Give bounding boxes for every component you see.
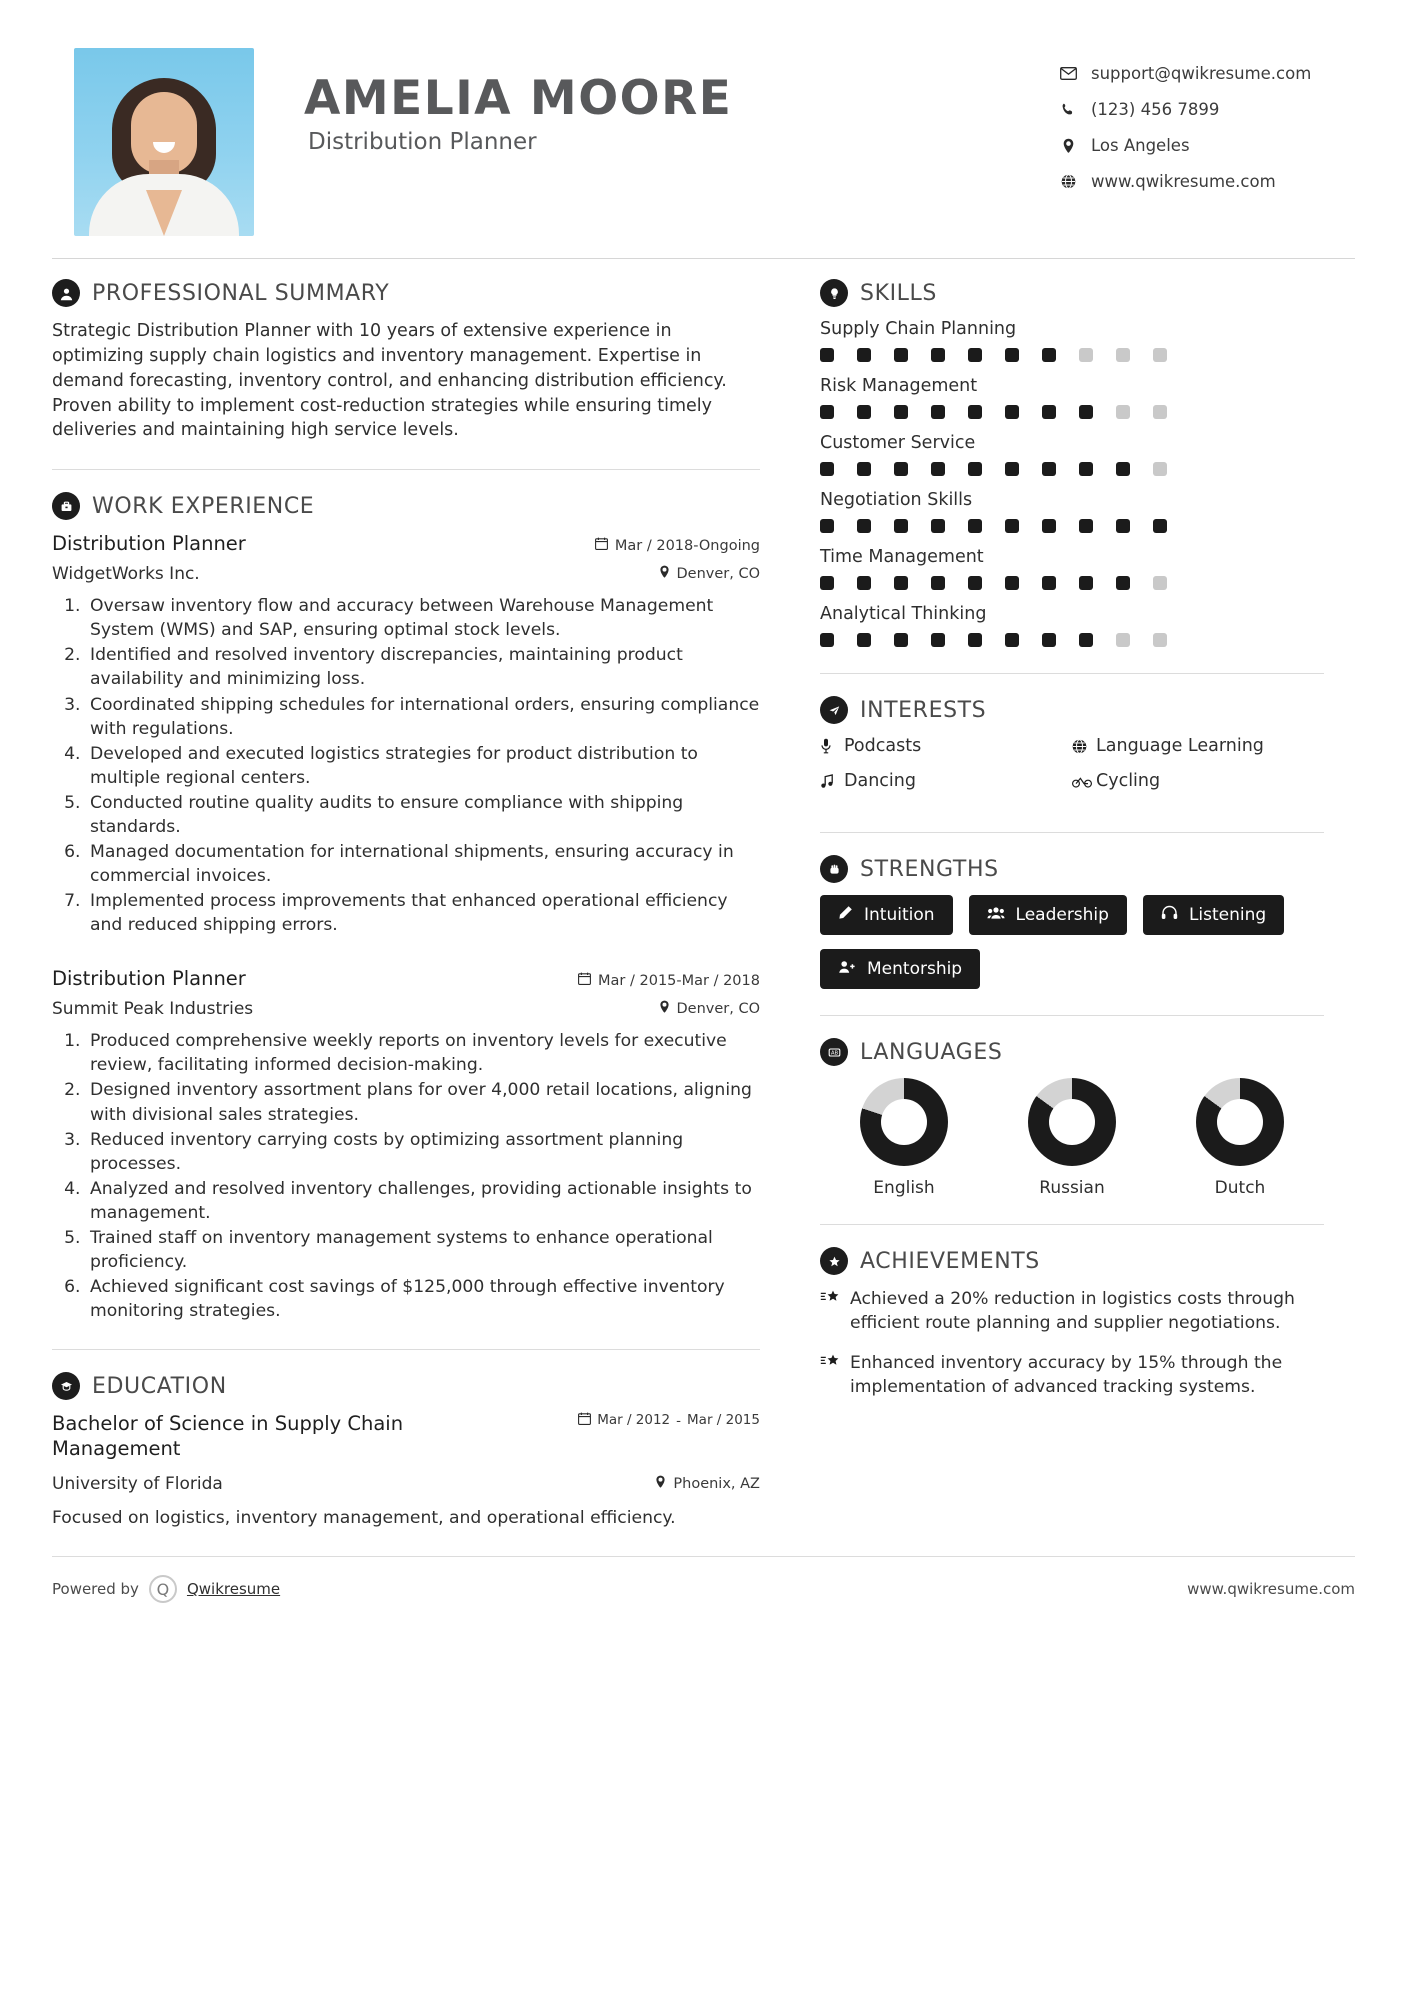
skill-name: Customer Service: [820, 433, 976, 453]
skill-dot: [1079, 576, 1093, 590]
skill-name: Supply Chain Planning: [820, 319, 1017, 339]
date-separator: -: [676, 1412, 682, 1429]
education-degree: Bachelor of Science in Supply Chain Management: [52, 1412, 404, 1461]
section-interests-header: [820, 696, 1324, 724]
svg-text:AB: AB: [830, 1050, 838, 1057]
divider: [820, 1015, 1324, 1016]
achievement-text: Enhanced inventory accuracy by 15% through the implementation of advanced tracking systems.: [850, 1353, 1283, 1398]
skill-dot: [1079, 348, 1093, 362]
skill-dot: [1005, 519, 1019, 533]
footer-website[interactable]: www.qwikresume.com: [1187, 1580, 1355, 1599]
powered-by-label: Powered by: [52, 1580, 139, 1599]
achievement-item: [820, 1287, 1324, 1335]
skill-dot: [820, 576, 834, 590]
lightbulb-icon: [820, 279, 848, 307]
section-professional-summary-header: [52, 279, 760, 307]
skill-dot: [1079, 405, 1093, 419]
skill-dot: [1153, 462, 1167, 476]
section-title: PROFESSIONAL SUMMARY: [92, 280, 390, 306]
briefcase-icon: [52, 492, 80, 520]
achievement-text: Achieved a 20% reduction in logistics costs through efficient route planning and supplier negotiations.: [850, 1289, 1295, 1334]
interest-label: Podcasts: [844, 736, 922, 756]
star-badge-icon: [820, 1351, 850, 1376]
name-block: [254, 48, 1055, 155]
language-donut: [860, 1078, 948, 1166]
interest-item: [1072, 771, 1324, 791]
skill-name: Time Management: [820, 547, 984, 567]
skill-name: Negotiation Skills: [820, 490, 973, 510]
skill-dot: [1042, 633, 1056, 647]
globe-icon: [1055, 174, 1081, 189]
contact-website-text: www.qwikresume.com: [1091, 172, 1276, 191]
list-item: 2. Designed inventory assortment plans for over 4,000 retail locations, aligning with divisional sales strategies.: [86, 1078, 760, 1126]
contact-location-text: Los Angeles: [1091, 136, 1190, 155]
section-education-header: [52, 1372, 760, 1400]
skill-dot: [968, 405, 982, 419]
strength-label: Listening: [1188, 905, 1267, 925]
interest-label: Dancing: [844, 771, 916, 791]
location-pin-icon: [1055, 138, 1081, 154]
location-pin-icon: [659, 1000, 670, 1018]
list-item: 2. Identified and resolved inventory discrepancies, maintaining product availability and minimizing loss.: [86, 643, 760, 691]
interest-item: [820, 736, 1072, 756]
divider: [820, 673, 1324, 674]
skill-dot: [1116, 462, 1130, 476]
job-bullets: [52, 594, 760, 937]
section-achievements-header: [820, 1247, 1324, 1275]
skill-dot: [931, 576, 945, 590]
education-location-text: Phoenix, AZ: [673, 1476, 760, 1493]
education-item: [52, 1412, 760, 1530]
achievements-list: [820, 1287, 1324, 1399]
language-donut: [1196, 1078, 1284, 1166]
job-role: Distribution Planner: [52, 967, 246, 991]
divider: [820, 1224, 1324, 1225]
divider: [52, 469, 760, 470]
skill-dot: [931, 519, 945, 533]
skill-dot: [1042, 576, 1056, 590]
skill-rating: [820, 462, 1324, 476]
job-dates-text: Mar / 2018-Ongoing: [614, 537, 760, 554]
skill-rating: [820, 633, 1324, 647]
list-item: 4. Developed and executed logistics strategies for product distribution to multiple regional centers.: [86, 742, 760, 790]
section-title: INTERESTS: [860, 697, 987, 723]
calendar-icon: [578, 1412, 591, 1429]
skill-dot: [1042, 348, 1056, 362]
skill-dot: [894, 405, 908, 419]
job-company: WidgetWorks Inc.: [52, 564, 200, 585]
skill-dot: [968, 519, 982, 533]
skill-dot: [1005, 576, 1019, 590]
music-note-icon: [820, 774, 844, 789]
education-school: University of Florida: [52, 1474, 223, 1495]
job-location-text: Denver, CO: [676, 1001, 760, 1018]
skill-dot: [968, 462, 982, 476]
calendar-icon: [578, 972, 591, 989]
skill-rating: [820, 576, 1324, 590]
list-item: 6. Managed documentation for international shipments, ensuring accuracy in commercial invoices.: [86, 840, 760, 888]
skill-item: [820, 376, 1324, 419]
footer-branding: [52, 1575, 280, 1603]
strength-chip: [1143, 895, 1284, 935]
headphones-icon: [1161, 905, 1178, 925]
interest-label: Cycling: [1096, 771, 1161, 791]
section-strengths-header: [820, 855, 1324, 883]
language-name: Russian: [1039, 1178, 1105, 1198]
left-column: [52, 279, 794, 1530]
skill-dot: [931, 462, 945, 476]
avatar: [74, 48, 254, 236]
skill-dot: [1005, 462, 1019, 476]
contact-phone[interactable]: [1055, 100, 1349, 119]
bicycle-icon: [1072, 775, 1096, 788]
skill-rating: [820, 519, 1324, 533]
skill-dot: [1153, 348, 1167, 362]
skill-dot: [1153, 576, 1167, 590]
skill-dot: [820, 405, 834, 419]
skill-dot: [1042, 519, 1056, 533]
calendar-icon: [595, 537, 608, 554]
section-title: WORK EXPERIENCE: [92, 493, 315, 519]
envelope-icon: [1055, 67, 1081, 80]
section-work-experience-header: [52, 492, 760, 520]
skill-dot: [894, 576, 908, 590]
strengths-list: [820, 895, 1324, 989]
skill-dot: [1153, 405, 1167, 419]
skill-dot: [931, 348, 945, 362]
skill-item: [820, 319, 1324, 362]
education-date-start: Mar / 2012: [597, 1411, 671, 1428]
contact-email[interactable]: [1055, 64, 1349, 83]
language-name: English: [873, 1178, 935, 1198]
skill-dot: [1005, 405, 1019, 419]
strength-label: Leadership: [1015, 905, 1109, 925]
pen-icon: [838, 905, 853, 925]
users-icon: [987, 905, 1005, 925]
skill-dot: [820, 462, 834, 476]
header-divider: [52, 258, 1355, 259]
skill-rating: [820, 348, 1324, 362]
strength-chip: [969, 895, 1127, 935]
skill-dot: [968, 576, 982, 590]
skill-dot: [1153, 519, 1167, 533]
qwikresume-logo-icon: Q: [149, 1575, 177, 1603]
skill-dot: [820, 633, 834, 647]
education-date-end: Mar / 2015: [687, 1411, 760, 1428]
list-item: 6. Achieved significant cost savings of $125,000 through effective inventory monitoring strategies.: [86, 1275, 760, 1323]
qwikresume-link[interactable]: Qwikresume: [186, 1580, 281, 1599]
skill-dot: [1116, 633, 1130, 647]
interest-item: [1072, 736, 1324, 756]
interests-list: [820, 736, 1324, 806]
experience-item: [52, 532, 760, 937]
job-bullets: [52, 1029, 760, 1323]
location-pin-icon: [659, 565, 670, 583]
skill-dot: [1079, 519, 1093, 533]
skill-dot: [1005, 633, 1019, 647]
skill-dot: [820, 519, 834, 533]
globe-icon: [1072, 739, 1096, 754]
job-dates: [578, 972, 760, 989]
star-badge-icon: [820, 1287, 850, 1312]
location-pin-icon: [655, 1475, 666, 1493]
job-location-text: Denver, CO: [676, 566, 760, 583]
fist-icon: [820, 855, 848, 883]
list-item: 3. Coordinated shipping schedules for international orders, ensuring compliance with regulations.: [86, 693, 760, 741]
skill-dot: [1116, 405, 1130, 419]
skill-dot: [857, 576, 871, 590]
skill-dot: [857, 348, 871, 362]
skill-rating: [820, 405, 1324, 419]
resume-header: [52, 40, 1355, 236]
user-circle-icon: [52, 279, 80, 307]
footer: [52, 1556, 1355, 1603]
skill-dot: [1153, 633, 1167, 647]
language-item: [989, 1078, 1155, 1198]
microphone-icon: [820, 738, 844, 754]
skill-dot: [857, 462, 871, 476]
skill-dot: [1116, 348, 1130, 362]
skill-dot: [968, 348, 982, 362]
language-badge-icon: [820, 1038, 848, 1066]
skill-item: [820, 490, 1324, 533]
graduation-cap-icon: [52, 1372, 80, 1400]
section-title: LANGUAGES: [860, 1039, 1003, 1065]
list-item: 7. Implemented process improvements that enhanced operational efficiency and reduced shipping errors.: [86, 889, 760, 937]
job-location: [659, 565, 761, 583]
contact-phone-text: (123) 456 7899: [1091, 100, 1220, 119]
divider: [52, 1349, 760, 1350]
job-location: [659, 1000, 761, 1018]
achievement-item: [820, 1351, 1324, 1399]
skill-dot: [1042, 405, 1056, 419]
skill-dot: [1005, 348, 1019, 362]
section-title: EDUCATION: [92, 1373, 227, 1399]
skill-dot: [820, 348, 834, 362]
section-languages-header: [820, 1038, 1324, 1066]
interest-item: [820, 771, 1072, 791]
divider: [820, 832, 1324, 833]
job-dates-text: Mar / 2015-Mar / 2018: [598, 972, 760, 989]
job-company: Summit Peak Industries: [52, 999, 254, 1020]
strength-chip: [820, 949, 980, 989]
skills-list: [820, 319, 1324, 647]
skill-dot: [894, 633, 908, 647]
skill-dot: [894, 519, 908, 533]
contact-list: [1055, 48, 1355, 208]
skill-dot: [857, 633, 871, 647]
user-plus-icon: [838, 959, 856, 979]
skill-item: [820, 547, 1324, 590]
language-name: Dutch: [1214, 1178, 1266, 1198]
section-skills-header: [820, 279, 1324, 307]
phone-icon: [1055, 102, 1081, 117]
strength-label: Intuition: [864, 905, 935, 925]
skill-dot: [894, 348, 908, 362]
strength-label: Mentorship: [867, 959, 963, 979]
languages-list: [820, 1078, 1324, 1198]
skill-item: [820, 433, 1324, 476]
education-description: Focused on logistics, inventory management, and operational efficiency.: [52, 1508, 676, 1529]
header-job-title: Distribution Planner: [308, 129, 537, 156]
skill-dot: [1116, 519, 1130, 533]
skill-dot: [1079, 633, 1093, 647]
skill-name: Analytical Thinking: [820, 604, 987, 624]
list-item: 1. Oversaw inventory flow and accuracy between Warehouse Management System (WMS) and SAP, ensuring optimal stock levels.: [86, 594, 760, 642]
skill-dot: [894, 462, 908, 476]
section-title: SKILLS: [860, 280, 937, 306]
list-item: 4. Analyzed and resolved inventory challenges, providing actionable insights to management.: [86, 1177, 760, 1225]
list-item: 5. Conducted routine quality audits to ensure compliance with shipping standards.: [86, 791, 760, 839]
page-title: AMELIA MOORE: [304, 71, 733, 126]
skill-dot: [857, 519, 871, 533]
strength-chip: [820, 895, 953, 935]
skill-dot: [931, 633, 945, 647]
skill-dot: [1116, 576, 1130, 590]
section-title: STRENGTHS: [860, 856, 999, 882]
language-item: [1157, 1078, 1323, 1198]
interest-label: Language Learning: [1096, 736, 1264, 756]
job-role: Distribution Planner: [52, 532, 246, 556]
contact-location: [1055, 136, 1349, 155]
paper-plane-icon: [820, 696, 848, 724]
job-dates: [595, 537, 760, 554]
skill-dot: [1079, 462, 1093, 476]
list-item: 1. Produced comprehensive weekly reports on inventory levels for executive review, facilitating informed decision-making.: [86, 1029, 760, 1077]
education-location: [655, 1475, 760, 1493]
summary-text: Strategic Distribution Planner with 10 years of extensive experience in optimizing supply chain logistics and inventory management. Expertise in demand forecasting, inventory control, and enhancing distribution efficiency. Proven ability to implement cost-reduction strategies while ensuring timely deliveries and maintaining high service levels.: [52, 321, 727, 441]
skill-name: Risk Management: [820, 376, 978, 396]
skill-item: [820, 604, 1324, 647]
right-column: [794, 279, 1324, 1530]
experience-item: [52, 967, 760, 1323]
list-item: 5. Trained staff on inventory management systems to enhance operational proficiency.: [86, 1226, 760, 1274]
skill-dot: [931, 405, 945, 419]
skill-dot: [857, 405, 871, 419]
language-item: [821, 1078, 987, 1198]
list-item: 3. Reduced inventory carrying costs by optimizing assortment planning processes.: [86, 1128, 760, 1176]
education-dates: [578, 1412, 760, 1429]
language-donut: [1028, 1078, 1116, 1166]
section-title: ACHIEVEMENTS: [860, 1248, 1040, 1274]
skill-dot: [1042, 462, 1056, 476]
skill-dot: [968, 633, 982, 647]
contact-website[interactable]: [1055, 172, 1349, 191]
star-circle-icon: [820, 1247, 848, 1275]
contact-email-text: support@qwikresume.com: [1091, 64, 1312, 83]
